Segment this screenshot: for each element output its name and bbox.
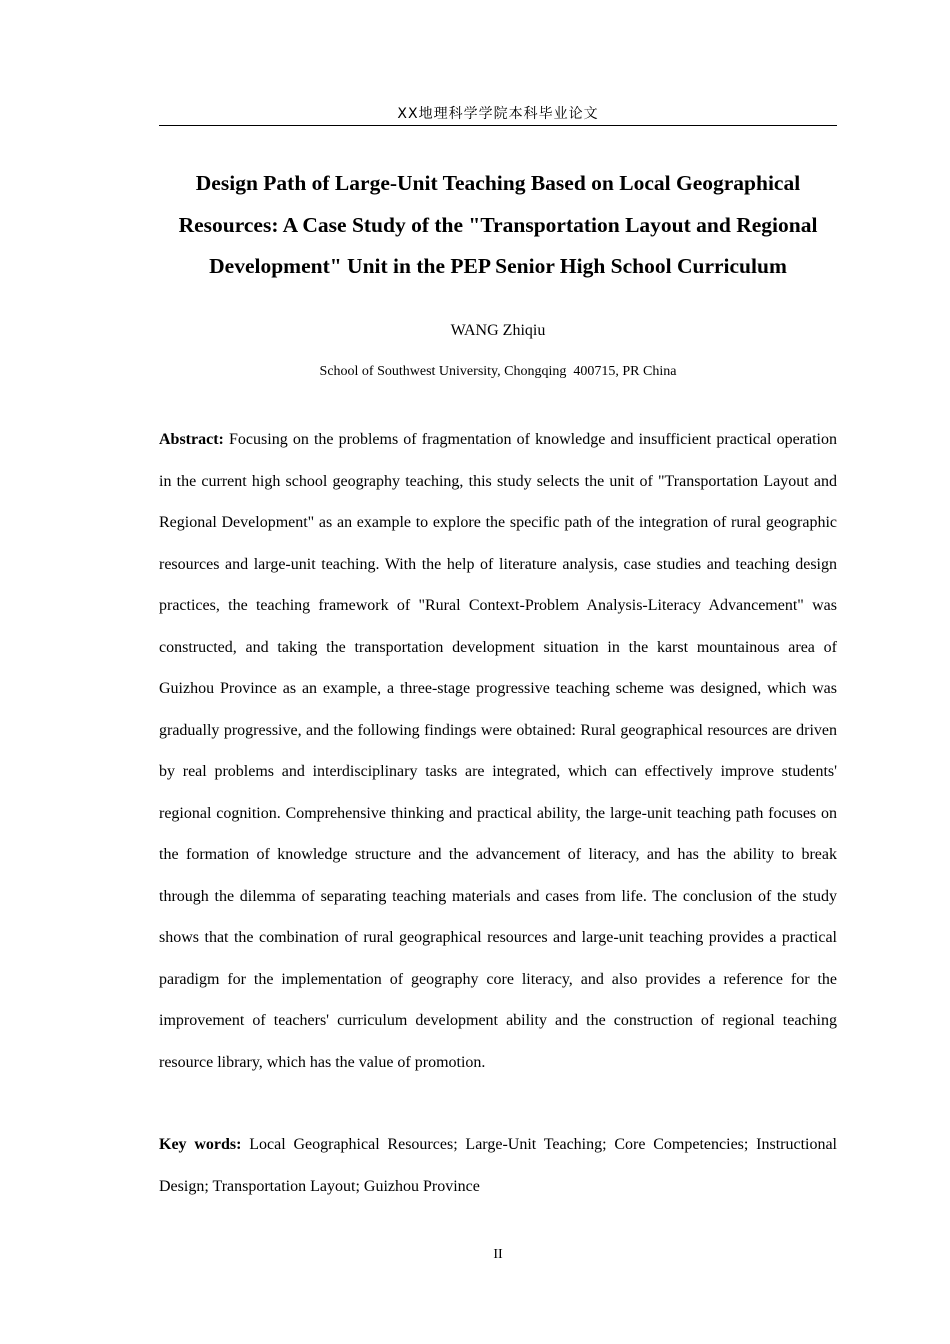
keywords-paragraph <box>159 1124 837 1207</box>
abstract-paragraph <box>159 419 837 1083</box>
author-affiliation: School of Southwest University, Chongqing 400715, PR China <box>319 364 677 379</box>
keywords-label: Key words: <box>159 1136 242 1153</box>
author-name: WANG Zhiqiu <box>450 322 546 339</box>
abstract-label: Abstract: <box>159 431 224 448</box>
keywords-text: Local Geographical Resources; Large-Unit Teaching; Core Competencies; Instructional Design; Transportation Layout; Guizhou Province <box>159 1136 838 1195</box>
running-header: XX地理科学学院本科毕业论文 <box>159 104 837 126</box>
abstract-text: Focusing on the problems of fragmentation of knowledge and insufficient practical operation in the current high school geography teaching, this study selects the unit of "Transportation Layout and Regional Development" as an example to explore the specific path of the integration of rural geographic resources and large-unit teaching. With the help of literature analysis, case studies and teaching design practices, the teaching framework of "Rural Context-Problem Analysis-Literacy Advancement" was constructed, and taking the transportation development situation in the karst mountainous area of Guizhou Province as an example, a three-stage progressive teaching scheme was designed, which was gradually progressive, and the following findings were obtained: Rural geographical resources are driven by real problems and interdisciplinary tasks are integrated, which can effectively improve students' regional cognition. Comprehensive thinking and practical ability, the large-unit teaching path focuses on the formation of knowledge structure and the advancement of literacy, and has the ability to break through the dilemma of separating teaching materials and cases from life. The conclusion of the study shows that the combination of rural geographical resources and large-unit teaching provides a practical paradigm for the implementation of geography core literacy, and also provides a reference for the improvement of teachers' curriculum development ability and the construction of regional teaching resource library, which has the value of promotion. <box>159 431 838 1071</box>
paper-title: Design Path of Large-Unit Teaching Based on Local Geographical Resources: A Case Study of the "Transportation Layout and Regional Development" Unit in the PEP Senior High School Curriculum <box>178 171 818 278</box>
page-number: II <box>493 1247 503 1262</box>
